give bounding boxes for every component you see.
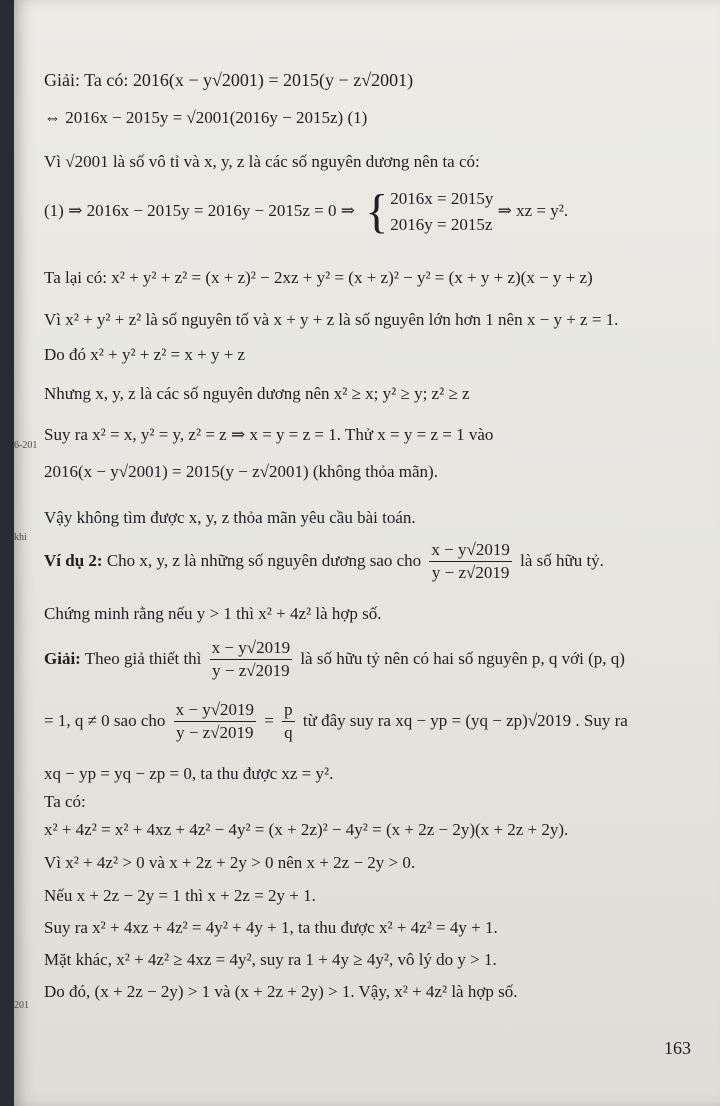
solution-line-5: Ta lại có: x² + y² + z² = (x + z)² − 2xz + y² = (x + z)² − y² = (x + y + z)(x − y + z) (44, 268, 593, 287)
solution-2-line-4: Ta có: (44, 792, 86, 811)
fraction-numerator: x − y√2019 (210, 638, 292, 660)
solution-line-9: Suy ra x² = x, y² = y, z² = z ⇒ x = y = z = 1. Thử x = y = z = 1 vào (44, 425, 494, 444)
implication-text: (1) ⇒ 2016x − 2015y = 2016y − 2015z = 0 ⇒ (44, 200, 355, 220)
example-label: Ví dụ 2: (44, 550, 103, 570)
page-number: 163 (664, 1038, 691, 1058)
fraction-denominator: y − z√2019 (431, 563, 510, 583)
solution-line-6: Vì x² + y² + z² là số nguyên tố và x + y + z là số nguyên lớn hơn 1 nên x − y + z = 1. (44, 310, 619, 329)
equals-sign: = (264, 710, 274, 730)
solution-2-line-6: Vì x² + 4z² > 0 và x + 2z + 2y > 0 nên x + 2z − 2y > 0. (44, 853, 416, 872)
solution-2-line-9: Mặt khác, x² + 4z² ≥ 4xz = 4y², suy ra 1 + 4y ≥ 4y², vô lý do y > 1. (44, 950, 497, 969)
fraction-denominator: y − z√2019 (212, 661, 290, 681)
fraction-numerator: x − y√2019 (174, 700, 256, 722)
solution-line-7: Do đó x² + y² + z² = x + y + z (44, 345, 246, 364)
condition-text: = 1, q ≠ 0 sao cho (44, 710, 166, 730)
implication-result: ⇒ xz = y². (497, 200, 569, 220)
margin-mark-bottom: 201 (14, 1000, 29, 1011)
solution-2-line-2 (44, 700, 628, 744)
solution-2-line-1 (44, 638, 625, 682)
solution-2-line-10: Do đó, (x + 2z − 2y) > 1 và (x + 2z + 2y) > 1. Vậy, x² + 4z² là hợp số. (44, 982, 518, 1001)
solution-2-line-7: Nếu x + 2z − 2y = 1 thì x + 2z = 2y + 1. (44, 886, 316, 905)
fraction-expression (429, 540, 511, 584)
margin-mark-mid: khi (14, 532, 27, 543)
condition-tail: từ đây suy ra xq − yp = (yq − zp)√2019 . Suy ra (302, 710, 628, 730)
margin-mark-top: 6-201 (14, 440, 38, 451)
solution-line-4 (44, 185, 569, 238)
solution-label: Giải: (44, 648, 81, 668)
solution-line-8: Nhưng x, y, z là các số nguyên dương nên x² ≥ x; y² ≥ y; z² ≥ z (44, 384, 470, 403)
system-eq-2: 2016y = 2015z (390, 215, 493, 234)
example-text: Cho x, y, z là những số nguyên dương sao cho (106, 550, 422, 570)
fraction-expression (174, 700, 256, 744)
fraction-denominator: y − z√2019 (176, 723, 254, 743)
solution-line-3: Vì √2001 là số vô tỉ và x, y, z là các số nguyên dương nên ta có: (44, 152, 480, 171)
fraction-p-over-q (282, 700, 295, 744)
solution-line-10: 2016(x − y√2001) = 2015(y − z√2001) (không thỏa mãn). (44, 462, 438, 481)
book-page (14, 0, 720, 1106)
example-tail: là số hữu tỷ. (520, 550, 604, 570)
solution-line-2: ⇔ 2016x − 2015y = √2001(2016y − 2015z) (1) (44, 108, 368, 127)
solution-2-line-8: Suy ra x² + 4xz + 4z² = 4y² + 4y + 1, ta thu được x² + 4z² = 4y + 1. (44, 918, 498, 937)
solution-text: Theo giả thiết thì (84, 648, 202, 668)
system-eq-1: 2016x = 2015y (390, 188, 494, 208)
conclusion-line: Vậy không tìm được x, y, z thỏa mãn yêu cầu bài toán. (44, 508, 416, 527)
solution-2-line-3: xq − yp = yq − zp = 0, ta thu được xz = y². (44, 764, 334, 783)
example-2-claim: Chứng minh rằng nếu y > 1 thì x² + 4z² là hợp số. (44, 604, 382, 623)
fraction-p: p (282, 700, 295, 722)
fraction-q: q (284, 723, 293, 743)
solution-line-1: Giải: Ta có: 2016(x − y√2001) = 2015(y − z√2001) (44, 70, 414, 90)
brace-symbol: { (365, 185, 389, 238)
example-2-statement (44, 540, 604, 584)
fraction-numerator: x − y√2019 (429, 540, 511, 562)
solution-tail: là số hữu tỷ nên có hai số nguyên p, q với (p, q) (300, 648, 625, 668)
fraction-expression (210, 638, 292, 682)
equation-system (365, 185, 494, 238)
solution-2-line-5: x² + 4z² = x² + 4xz + 4z² − 4y² = (x + 2z)² − 4y² = (x + 2z − 2y)(x + 2z + 2y). (44, 820, 569, 839)
